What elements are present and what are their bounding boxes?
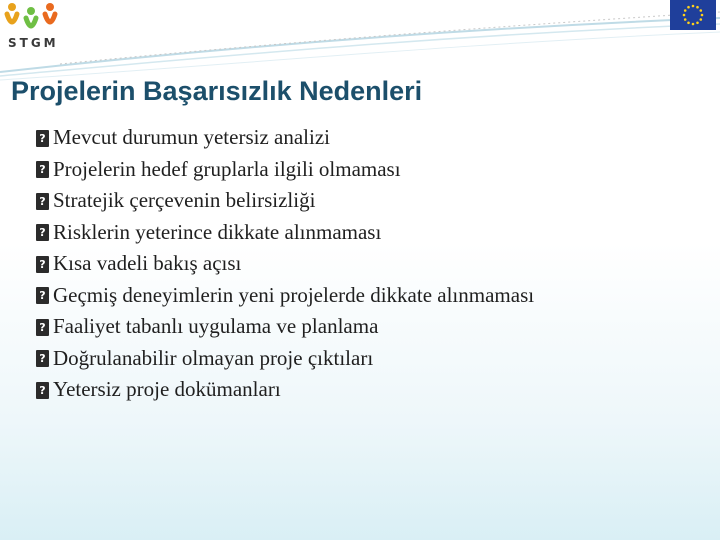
bullet-marker-icon: ? (36, 224, 49, 241)
list-item (36, 122, 534, 154)
bullet-marker-icon: ? (36, 130, 49, 147)
bullet-text: Doğrulanabilir olmayan proje çıktıları (53, 345, 374, 370)
list-item (36, 280, 534, 312)
bullet-text: Stratejik çerçevenin belirsizliği (53, 188, 316, 213)
bullet-marker-icon: ? (36, 193, 49, 210)
bullet-text: Risklerin yeterince dikkate alınmaması (53, 219, 382, 244)
stgm-logo (2, 0, 60, 52)
list-item (36, 217, 534, 249)
bullet-text: Yetersiz proje dokümanları (53, 377, 281, 402)
stgm-logo-text: STGM (8, 36, 59, 50)
list-item (36, 311, 534, 343)
bullet-marker-icon: ? (36, 382, 49, 399)
bullet-marker-icon: ? (36, 161, 49, 178)
bullet-marker-icon: ? (36, 256, 49, 273)
bullet-text: Projelerin hedef gruplarla ilgili olmaması (53, 156, 401, 181)
list-item (36, 374, 534, 406)
bullet-list (36, 122, 534, 406)
list-item (36, 248, 534, 280)
list-item (36, 154, 534, 186)
slide-title: Projelerin Başarısızlık Nedenleri (11, 76, 423, 106)
bullet-marker-icon: ? (36, 350, 49, 367)
bullet-marker-icon: ? (36, 319, 49, 336)
list-item (36, 343, 534, 375)
bullet-marker-icon: ? (36, 287, 49, 304)
bullet-text: Kısa vadeli bakış açısı (53, 251, 242, 276)
bullet-text: Faaliyet tabanlı uygulama ve planlama (53, 314, 379, 339)
list-item (36, 185, 534, 217)
bullet-text: Mevcut durumun yetersiz analizi (53, 125, 330, 150)
eu-flag-icon (670, 0, 716, 30)
stgm-logo-mark (2, 0, 60, 38)
bullet-text: Geçmiş deneyimlerin yeni projelerde dikkate alınmaması (53, 282, 535, 307)
